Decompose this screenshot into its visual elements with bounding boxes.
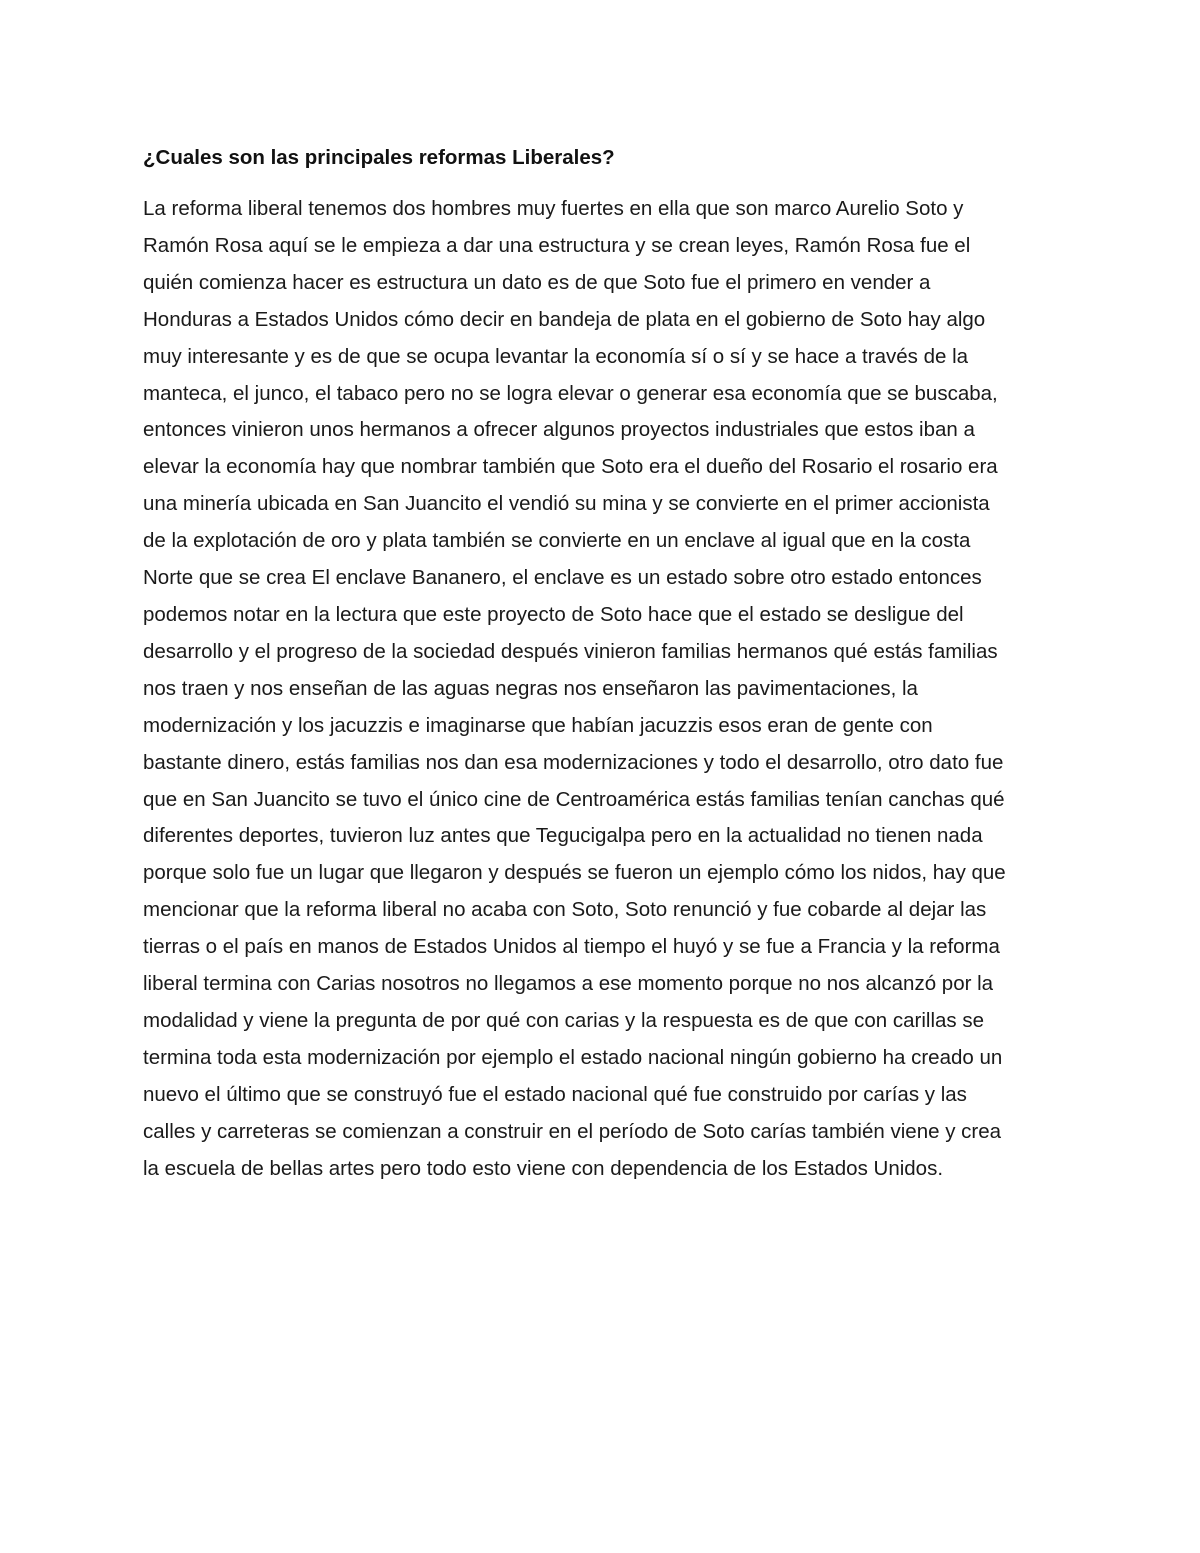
body-line: diferentes deportes, tuvieron luz antes que Tegucigalpa pero en la actualidad no tienen nada [143,824,983,848]
body-line: manteca, el junco, el tabaco pero no se logra elevar o generar esa economía que se buscaba, [143,381,998,405]
body-line: modernización y los jacuzzis e imaginarse que habían jacuzzis esos eran de gente con [143,713,933,737]
body-line: podemos notar en la lectura que este proyecto de Soto hace que el estado se desligue del [143,602,964,626]
body-line: La reforma liberal tenemos dos hombres muy fuertes en ella que son marco Aurelio Soto y [143,197,964,220]
body-line: liberal termina con Carias nosotros no llegamos a ese momento porque no nos alcanzó por la [143,972,994,996]
body-line: mencionar que la reforma liberal no acaba con Soto, Soto renunció y fue cobarde al dejar las [143,898,987,922]
body-line: modalidad y viene la pregunta de por qué con carias y la respuesta es de que con carillas se [143,1008,985,1032]
body-line: calles y carreteras se comienzan a construir en el período de Soto carías también viene y crea [143,1119,1002,1143]
body-line: termina toda esta modernización por ejemplo el estado nacional ningún gobierno ha creado un [143,1045,1003,1069]
body-line: nos traen y nos enseñan de las aguas negras nos enseñaron las pavimentaciones, la [143,676,918,700]
document-body [143,191,1063,1187]
body-line: una minería ubicada en San Juancito el vendió su mina y se convierte en el primer accionista [143,492,990,516]
body-line: elevar la economía hay que nombrar también que Soto era el dueño del Rosario el rosario era [143,455,998,479]
body-line: muy interesante y es de que se ocupa levantar la economía sí o sí y se hace a través de la [143,344,969,368]
body-line: quién comienza hacer es estructura un dato es de que Soto fue el primero en vender a [143,270,931,294]
body-line: entonces vinieron unos hermanos a ofrecer algunos proyectos industriales que estos iban a [143,418,975,442]
body-line: bastante dinero, estás familias nos dan esa modernizaciones y todo el desarrollo, otro dato fue [143,750,1004,774]
body-line: de la explotación de oro y plata también se convierte en un enclave al igual que en la costa [143,529,971,553]
body-line: la escuela de bellas artes pero todo esto viene con dependencia de los Estados Unidos. [143,1156,944,1180]
body-line: Honduras a Estados Unidos cómo decir en bandeja de plata en el gobierno de Soto hay algo [143,307,986,331]
body-line: porque solo fue un lugar que llegaron y después se fueron un ejemplo cómo los nidos, hay que [143,861,1006,885]
document-content [143,140,1063,1187]
body-line: Norte que se crea El enclave Bananero, el enclave es un estado sobre otro estado entonces [143,566,982,590]
body-line: Ramón Rosa aquí se le empieza a dar una estructura y se crean leyes, Ramón Rosa fue el [143,233,971,257]
body-line: que en San Juancito se tuvo el único cine de Centroamérica estás familias tenían canchas qué [143,787,1005,811]
body-line: nuevo el último que se construyó fue el estado nacional qué fue construido por carías y las [143,1082,967,1106]
document-title: ¿Cuales son las principales reformas Liberales? [143,146,615,169]
body-line: tierras o el país en manos de Estados Unidos al tiempo el huyó y se fue a Francia y la reforma [143,935,1000,959]
body-line: desarrollo y el progreso de la sociedad después vinieron familias hermanos qué estás familias [143,639,998,663]
